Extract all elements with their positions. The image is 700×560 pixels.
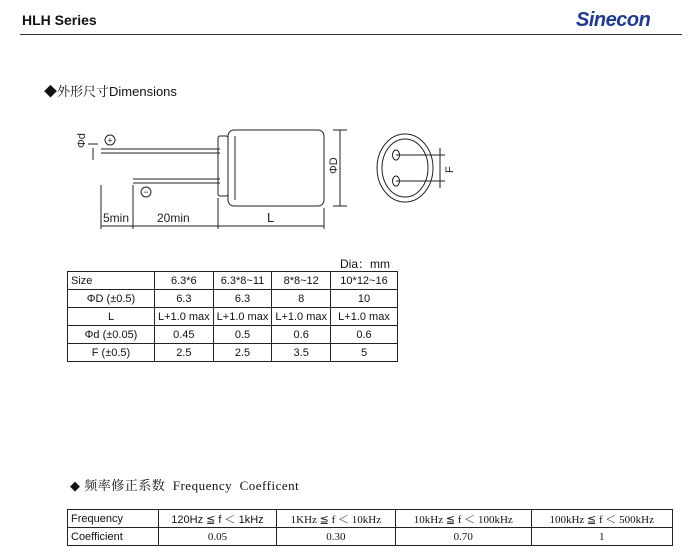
table-cell: 1 [531, 528, 673, 546]
table-cell: 5 [331, 344, 398, 362]
table-cell: 0.6 [331, 326, 398, 344]
table-header-cell: 10*12~16 [331, 272, 398, 290]
table-row [68, 326, 398, 344]
table-cell: 0.45 [155, 326, 214, 344]
dimensions-table [67, 271, 398, 362]
table-row-label: Φd (±0.05) [68, 326, 155, 344]
frequency-heading-text: 频率修正系数 Frequency Coefficent [84, 478, 300, 493]
rubber-seal [218, 136, 228, 196]
table-header-cell: 10kHz ≦ f ＜ 100kHz [396, 510, 531, 528]
table-cell: 2.5 [155, 344, 214, 362]
table-header-cell: 1KHz ≦ f ＜ 10kHz [276, 510, 395, 528]
table-row [68, 272, 398, 290]
table-cell: 8 [272, 290, 331, 308]
can-body [228, 130, 324, 206]
table-header-cell: 6.3*6 [155, 272, 214, 290]
phi-D-label: ΦD [328, 157, 340, 174]
table-cell: 10 [331, 290, 398, 308]
phi-d-label: Φd [76, 133, 88, 148]
table-cell: 6.3 [155, 290, 214, 308]
series-title: HLH Series [22, 12, 97, 28]
table-header-cell: 120Hz ≦ f ＜ 1kHz [159, 510, 276, 528]
f-label: F [444, 166, 456, 173]
l-label: L [267, 210, 275, 225]
table-cell: 0.6 [272, 326, 331, 344]
table-cell: 0.30 [276, 528, 395, 546]
coefficient-label: Coefficient [68, 528, 159, 546]
table-row-label: ΦD (±0.5) [68, 290, 155, 308]
min20-label: 20min [157, 211, 190, 225]
table-header-cell: 6.3*8~11 [213, 272, 272, 290]
table-cell: 2.5 [213, 344, 272, 362]
minus-mark: − [143, 187, 149, 197]
table-cell: 0.5 [213, 326, 272, 344]
frequency-heading [70, 475, 299, 494]
frequency-label: Frequency [68, 510, 159, 528]
table-row [68, 344, 398, 362]
table-cell: 3.5 [272, 344, 331, 362]
table-row [68, 510, 673, 528]
table-row [68, 308, 398, 326]
table-row-label: L [68, 308, 155, 326]
table-row [68, 290, 398, 308]
table-header-cell: 100kHz ≦ f ＜ 500kHz [531, 510, 673, 528]
table-header-cell: Size [68, 272, 155, 290]
table-cell: 6.3 [213, 290, 272, 308]
table-cell: L+1.0 max [213, 308, 272, 326]
table-cell: 0.05 [159, 528, 276, 546]
capacitor-dimension-drawing [75, 118, 465, 233]
table-header-cell: 8*8~12 [272, 272, 331, 290]
dimensions-heading: ◆外形尺寸Dimensions [44, 84, 177, 99]
header-divider [20, 34, 682, 35]
table-cell: L+1.0 max [331, 308, 398, 326]
table-row [68, 528, 673, 546]
table-cell: 0.70 [396, 528, 531, 546]
table-row-label: F (±0.5) [68, 344, 155, 362]
brand-logo: Sinecon [576, 9, 651, 31]
min5-label: 5min [103, 211, 130, 225]
table-cell: L+1.0 max [272, 308, 331, 326]
end-view-inner [382, 139, 428, 197]
unit-note: Dia：mm [340, 257, 390, 271]
frequency-table [67, 509, 673, 546]
diamond-bullet-icon: ◆ [70, 478, 81, 493]
table-cell: L+1.0 max [155, 308, 214, 326]
end-view-outer [377, 134, 433, 202]
plus-mark: + [107, 135, 113, 146]
